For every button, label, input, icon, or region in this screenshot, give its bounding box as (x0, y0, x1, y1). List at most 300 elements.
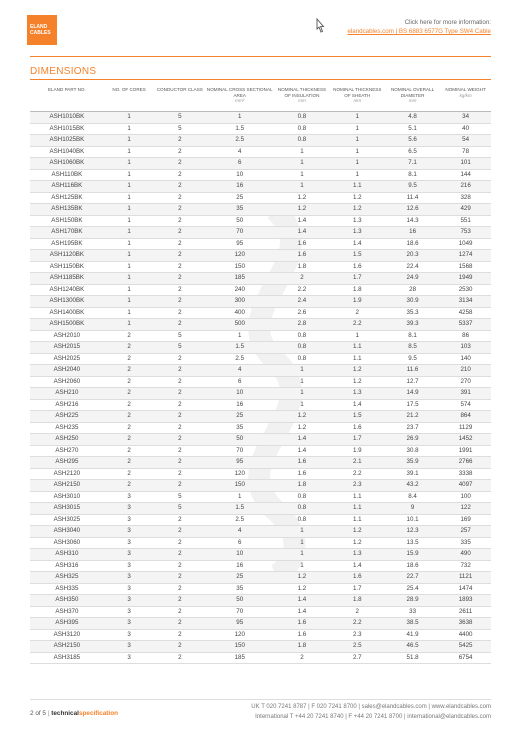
standard-link[interactable]: BS 6883 6577G Type SW4 Cable (398, 28, 491, 35)
table-cell: ASH1010BK (30, 112, 104, 124)
table-cell: 2 (154, 169, 205, 181)
table-cell: 1.6 (330, 261, 385, 273)
table-cell: 46.5 (385, 641, 440, 653)
table-cell: 2 (154, 250, 205, 262)
table-cell: ASH2060 (30, 376, 104, 388)
table-cell: 0.8 (274, 514, 329, 526)
table-cell: 1.4 (330, 560, 385, 572)
table-row (30, 330, 491, 342)
table-cell: 0.8 (274, 330, 329, 342)
table-cell: ASH110BK (30, 169, 104, 181)
table-cell: 1 (205, 491, 274, 503)
table-row (30, 560, 491, 572)
more-information-text: Click here for more information: (404, 19, 491, 26)
table-row (30, 307, 491, 319)
table-cell: 3 (104, 537, 155, 549)
table-row (30, 537, 491, 549)
table-cell: 13.5 (385, 537, 440, 549)
table-cell: 2 (154, 549, 205, 561)
table-cell: 1.5 (205, 503, 274, 515)
table-cell: 101 (440, 158, 491, 170)
table-cell: 35.3 (385, 307, 440, 319)
footer-specification: specification (78, 710, 119, 717)
table-cell: ASH2015 (30, 342, 104, 354)
table-cell: 2.1 (330, 457, 385, 469)
table-row (30, 250, 491, 262)
table-cell: 2.3 (330, 629, 385, 641)
table-header-row (30, 85, 491, 112)
table-cell: 0.8 (274, 491, 329, 503)
table-cell: 0.8 (274, 342, 329, 354)
table-row (30, 595, 491, 607)
column-header-unit: mm² (235, 98, 245, 104)
table-row (30, 227, 491, 239)
table-cell: 1.5 (330, 250, 385, 262)
column-header-label: NOMINAL WEIGHT (445, 87, 486, 92)
table-cell: 1.2 (274, 204, 329, 216)
table-cell: ASH335 (30, 583, 104, 595)
eland-cables-logo[interactable] (27, 15, 57, 45)
table-cell: 28 (385, 284, 440, 296)
table-cell: ASH1240BK (30, 284, 104, 296)
table-cell: 7.1 (385, 158, 440, 170)
table-cell: 3338 (440, 468, 491, 480)
table-cell: 23.7 (385, 422, 440, 434)
table-cell: 2 (154, 468, 205, 480)
table-cell: 51.8 (385, 652, 440, 664)
table-cell: 3 (104, 618, 155, 630)
table-cell: 1.2 (330, 204, 385, 216)
table-cell: 1 (274, 537, 329, 549)
column-header-unit: mm (298, 98, 306, 104)
table-cell: 3 (104, 572, 155, 584)
table-cell: 1.6 (274, 618, 329, 630)
table-cell: ASH3120 (30, 629, 104, 641)
table-row (30, 526, 491, 538)
table-cell: ASH1060BK (30, 158, 104, 170)
table-cell: 2 (154, 652, 205, 664)
table-cell: 1.6 (274, 468, 329, 480)
table-cell: 216 (440, 181, 491, 193)
table-cell: 2.6 (274, 307, 329, 319)
table-cell: 1.4 (274, 606, 329, 618)
table-cell: 6 (205, 537, 274, 549)
table-cell: 25 (205, 411, 274, 423)
page-number: 2 of 5 (30, 710, 46, 717)
table-cell: 2 (154, 273, 205, 285)
table-cell: 1.7 (330, 583, 385, 595)
table-cell: 5337 (440, 319, 491, 331)
table-cell: 753 (440, 227, 491, 239)
column-header (154, 85, 205, 112)
table-cell: 2 (104, 411, 155, 423)
table-cell: 2 (154, 583, 205, 595)
table-cell: 35 (205, 204, 274, 216)
table-cell: ASH350 (30, 595, 104, 607)
table-cell: 3 (104, 560, 155, 572)
table-cell: 78 (440, 146, 491, 158)
table-row (30, 514, 491, 526)
table-cell: 3 (104, 595, 155, 607)
table-cell: 8.1 (385, 169, 440, 181)
table-cell: 11.4 (385, 192, 440, 204)
table-cell: 2 (154, 411, 205, 423)
table-cell: 3 (104, 641, 155, 653)
column-header (440, 85, 491, 112)
footer-technical: technical (51, 710, 79, 717)
table-cell: ASH235 (30, 422, 104, 434)
column-header (274, 85, 329, 112)
table-cell: ASH1150BK (30, 261, 104, 273)
table-cell: 22.7 (385, 572, 440, 584)
table-cell: 2.3 (330, 480, 385, 492)
table-cell: 103 (440, 342, 491, 354)
table-cell: 2 (154, 238, 205, 250)
table-cell: 2 (154, 376, 205, 388)
table-cell: 1 (104, 112, 155, 124)
table-cell: 1 (274, 376, 329, 388)
table-cell: 328 (440, 192, 491, 204)
page-separator: | (46, 710, 52, 717)
table-cell: 120 (205, 629, 274, 641)
table-cell: 2 (154, 135, 205, 147)
table-cell: 3 (104, 514, 155, 526)
column-header-label: CONDUCTOR CLASS (156, 87, 203, 92)
table-cell: 5 (154, 330, 205, 342)
table-cell: 2 (104, 445, 155, 457)
table-cell: 1.4 (274, 445, 329, 457)
column-header-unit: mm (353, 98, 362, 104)
table-cell: 169 (440, 514, 491, 526)
table-cell: 1.6 (330, 422, 385, 434)
table-cell: 5.1 (385, 123, 440, 135)
table-cell: 8.1 (385, 330, 440, 342)
table-cell: 16 (205, 560, 274, 572)
table-cell: 1.3 (330, 388, 385, 400)
table-cell: 0.8 (274, 353, 329, 365)
table-cell: ASH3015 (30, 503, 104, 515)
column-header-label: NOMINAL THICKNESS OF SHEATH (333, 87, 382, 98)
table-cell: ASH3185 (30, 652, 104, 664)
table-cell: 34 (440, 112, 491, 124)
table-cell: 2 (154, 261, 205, 273)
table-cell: 3638 (440, 618, 491, 630)
table-cell: 5 (154, 112, 205, 124)
table-cell: 35.9 (385, 457, 440, 469)
table-row (30, 181, 491, 193)
table-cell: 15.9 (385, 549, 440, 561)
table-row (30, 169, 491, 181)
table-cell: 150 (205, 641, 274, 653)
table-cell: 150 (205, 480, 274, 492)
table-cell: 1.6 (274, 250, 329, 262)
table-cell: 12.6 (385, 204, 440, 216)
column-header-unit: kg/km (459, 92, 472, 98)
table-row (30, 135, 491, 147)
table-cell: 4.8 (385, 112, 440, 124)
table-cell: 4 (205, 526, 274, 538)
table-cell: 1.4 (330, 399, 385, 411)
table-cell: 86 (440, 330, 491, 342)
table-row (30, 399, 491, 411)
table-cell: 2 (154, 514, 205, 526)
column-header (30, 85, 104, 112)
table-cell: 5 (154, 342, 205, 354)
table-cell: 40 (440, 123, 491, 135)
table-cell: ASH150BK (30, 215, 104, 227)
table-cell: ASH325 (30, 572, 104, 584)
header-divider (30, 56, 491, 57)
table-cell: 1 (330, 112, 385, 124)
table-cell: 35 (205, 583, 274, 595)
table-cell: ASH270 (30, 445, 104, 457)
table-cell: ASH316 (30, 560, 104, 572)
table-cell: 2 (154, 434, 205, 446)
table-row (30, 572, 491, 584)
table-cell: ASH310 (30, 549, 104, 561)
column-header-label: NOMINAL OVERALL DIAMETER (390, 87, 435, 98)
table-cell: 1 (104, 273, 155, 285)
table-cell: 2 (154, 537, 205, 549)
table-cell: 270 (440, 376, 491, 388)
table-cell: 9 (385, 503, 440, 515)
table-cell: 1.4 (274, 227, 329, 239)
table-cell: 1 (330, 158, 385, 170)
table-cell: 2 (330, 307, 385, 319)
table-cell: 1.1 (330, 353, 385, 365)
table-cell: 551 (440, 215, 491, 227)
table-cell: 16 (385, 227, 440, 239)
table-cell: 2 (154, 560, 205, 572)
table-cell: 1049 (440, 238, 491, 250)
table-cell: 2 (154, 146, 205, 158)
table-cell: 1 (104, 296, 155, 308)
table-cell: 6.5 (385, 146, 440, 158)
column-header (385, 85, 440, 112)
table-cell: 3 (104, 526, 155, 538)
table-cell: 1452 (440, 434, 491, 446)
international-contact-line[interactable]: International T +44 20 7241 8740 | F +44 20 7241 8700 | international@elandcables.com (255, 713, 491, 720)
table-cell: 335 (440, 537, 491, 549)
table-cell: ASH2025 (30, 353, 104, 365)
table-cell: 2 (154, 296, 205, 308)
table-cell: 1.6 (274, 629, 329, 641)
page-info (30, 710, 118, 717)
table-cell: 1.2 (330, 526, 385, 538)
table-cell: 1 (104, 250, 155, 262)
table-cell: ASH170BK (30, 227, 104, 239)
table-cell: 1 (274, 549, 329, 561)
table-cell: 2 (154, 353, 205, 365)
table-cell: 1.2 (330, 537, 385, 549)
table-cell: 25.4 (385, 583, 440, 595)
table-cell: 1568 (440, 261, 491, 273)
table-cell: 1121 (440, 572, 491, 584)
table-cell: ASH216 (30, 399, 104, 411)
table-cell: 0.8 (274, 112, 329, 124)
table-cell: 28.9 (385, 595, 440, 607)
table-cell: 2 (274, 652, 329, 664)
table-cell: 50 (205, 434, 274, 446)
table-cell: ASH195BK (30, 238, 104, 250)
table-row (30, 342, 491, 354)
table-cell: 1.8 (274, 641, 329, 653)
table-row (30, 618, 491, 630)
table-row (30, 273, 491, 285)
table-cell: 14.9 (385, 388, 440, 400)
table-cell: 30.8 (385, 445, 440, 457)
table-cell: 1.6 (274, 457, 329, 469)
table-cell: 574 (440, 399, 491, 411)
table-cell: 2.2 (274, 284, 329, 296)
table-cell: 0.8 (274, 123, 329, 135)
table-cell: 12.3 (385, 526, 440, 538)
table-cell: 1.1 (330, 342, 385, 354)
table-cell: 2.8 (274, 319, 329, 331)
table-row (30, 112, 491, 124)
table-cell: 95 (205, 457, 274, 469)
table-cell: 70 (205, 227, 274, 239)
link-separator: | (393, 28, 399, 35)
table-cell: 24.9 (385, 273, 440, 285)
table-cell: 1 (330, 169, 385, 181)
table-cell: 1 (104, 169, 155, 181)
table-cell: 4097 (440, 480, 491, 492)
table-cell: 1474 (440, 583, 491, 595)
table-cell: 1 (104, 261, 155, 273)
table-cell: 1.3 (330, 215, 385, 227)
table-cell: 95 (205, 618, 274, 630)
table-cell: 144 (440, 169, 491, 181)
table-cell: 1.3 (330, 227, 385, 239)
table-row (30, 434, 491, 446)
table-cell: 2 (154, 457, 205, 469)
table-cell: 10 (205, 549, 274, 561)
table-cell: 257 (440, 526, 491, 538)
table-cell: 1 (104, 319, 155, 331)
table-cell: 185 (205, 273, 274, 285)
uk-contact-line[interactable]: UK T 020 7241 8787 | F 020 7241 8700 | sales@elandcables.com | www.elandcables.com (251, 704, 491, 710)
table-cell: 2 (154, 204, 205, 216)
table-cell: 6 (205, 376, 274, 388)
table-cell: 14.3 (385, 215, 440, 227)
table-cell: ASH1040BK (30, 146, 104, 158)
table-cell: 1 (274, 158, 329, 170)
table-cell: 3134 (440, 296, 491, 308)
table-cell: 1 (274, 399, 329, 411)
table-cell: 1 (104, 215, 155, 227)
table-cell: 1.2 (274, 192, 329, 204)
table-cell: 2 (104, 468, 155, 480)
table-cell: 1 (330, 146, 385, 158)
table-row (30, 192, 491, 204)
table-cell: 2 (154, 422, 205, 434)
table-cell: 2 (274, 273, 329, 285)
table-cell: 1 (104, 135, 155, 147)
table-cell: 122 (440, 503, 491, 515)
table-cell: 1.2 (330, 376, 385, 388)
table-cell: 1 (104, 284, 155, 296)
table-cell: 1 (330, 123, 385, 135)
table-cell: 4 (205, 365, 274, 377)
table-cell: ASH2150 (30, 641, 104, 653)
table-cell: 18.6 (385, 560, 440, 572)
table-row (30, 457, 491, 469)
table-cell: 5 (154, 491, 205, 503)
table-row (30, 388, 491, 400)
table-row (30, 238, 491, 250)
table-cell: ASH3025 (30, 514, 104, 526)
table-row (30, 491, 491, 503)
table-cell: 490 (440, 549, 491, 561)
table-cell: 1.1 (330, 503, 385, 515)
table-cell: 4 (205, 146, 274, 158)
table-cell: 16 (205, 181, 274, 193)
table-cell: 1 (104, 227, 155, 239)
table-cell: 2 (104, 376, 155, 388)
table-cell: 8.5 (385, 342, 440, 354)
table-cell: 2 (154, 365, 205, 377)
table-cell: 6754 (440, 652, 491, 664)
table-cell: ASH2120 (30, 468, 104, 480)
table-cell: 1.6 (274, 238, 329, 250)
table-cell: 2 (154, 307, 205, 319)
table-cell: 39.3 (385, 319, 440, 331)
table-cell: 3 (104, 583, 155, 595)
table-cell: 39.1 (385, 468, 440, 480)
table-cell: 100 (440, 491, 491, 503)
table-cell: 41.9 (385, 629, 440, 641)
table-cell: 300 (205, 296, 274, 308)
table-cell: 120 (205, 250, 274, 262)
table-row (30, 422, 491, 434)
table-row (30, 261, 491, 273)
title-divider (30, 79, 491, 80)
table-row (30, 583, 491, 595)
table-cell: 1 (274, 146, 329, 158)
table-cell: 2.2 (330, 618, 385, 630)
site-link[interactable]: elandcables.com (347, 28, 394, 35)
table-cell: 2 (104, 422, 155, 434)
table-cell: 30.9 (385, 296, 440, 308)
table-row (30, 376, 491, 388)
table-cell: 1 (104, 123, 155, 135)
table-cell: 1.1 (330, 491, 385, 503)
table-cell: 1.7 (330, 273, 385, 285)
table-cell: 400 (205, 307, 274, 319)
table-cell: 1.2 (274, 411, 329, 423)
table-cell: 2 (154, 641, 205, 653)
column-header-label: NOMINAL THICKNESS OF INSULATION (277, 87, 327, 98)
table-row (30, 652, 491, 664)
table-cell: 2 (154, 445, 205, 457)
table-cell: 1.2 (330, 192, 385, 204)
column-header-label: NOMINAL CROSS SECTIONAL AREA (206, 87, 273, 98)
table-cell: 43.2 (385, 480, 440, 492)
table-cell: 2 (154, 227, 205, 239)
table-cell: ASH116BK (30, 181, 104, 193)
table-cell: 25 (205, 572, 274, 584)
table-cell: 1 (330, 330, 385, 342)
table-cell: 10.1 (385, 514, 440, 526)
table-cell: 1.5 (205, 123, 274, 135)
table-row (30, 480, 491, 492)
table-cell: 1.4 (274, 434, 329, 446)
table-cell: 2 (104, 365, 155, 377)
pointer-cursor-icon (312, 18, 328, 34)
table-cell: 18.6 (385, 238, 440, 250)
table-cell: 2 (104, 457, 155, 469)
